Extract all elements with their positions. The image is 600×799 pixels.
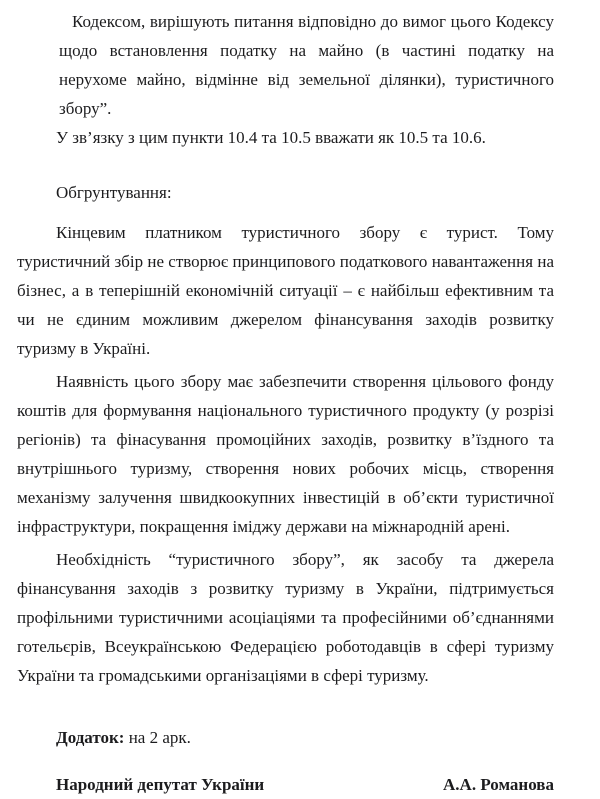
signature-block — [17, 770, 554, 799]
quoted-code-text: Кодексом, вирішують питання відповідно до вимог цього Кодексу щодо встановлення податку на майно (в частині податку на нерухоме майно, відмінне від земельної ділянки), туристичного збору”. — [59, 12, 554, 118]
justification-paragraph-2: Наявність цього збору має забезпечити створення цільового фонду коштів для формування національного туристичного продукту (у розрізі регіонів) та фінасування промоційних заходів, розвитку в’їздного та внутрішнього туризму, створення нових робочих місць, створення механізму залучення швидкоокупних інвестицій в об’єкти туристичної інфраструктури, покращення іміджу держави на міжнародній арені. — [17, 372, 554, 536]
justification-paragraph-3: Необхідність “туристичного збору”, як засобу та джерела фінансування заходів з розвитку туризму в України, підтримується профільними туристичними асоціаціями та професійними об’єднаннями готельєрів, Всеукраїнською Федерацією роботодавців в сфері туризму України та громадськими організаціями в сфері туризму. — [17, 550, 554, 685]
renumbering-note: У зв’язку з цим пункти 10.4 та 10.5 вважати як 10.5 та 10.6. — [56, 128, 486, 147]
attachment-label: Додаток: — [56, 728, 125, 747]
attachment-value: на 2 арк. — [128, 728, 191, 747]
attachment-line — [17, 723, 554, 752]
signature-role: Народний депутат України — [56, 775, 265, 794]
justification-paragraph-1: Кінцевим платником туристичного збору є турист. Тому туристичний збір не створює принципового податкового навантаження на бізнес, а в теперішній економічній ситуації – є найбільш ефективним та чи не єдиним можливим джерелом фінансування заходів розвитку туризму в Україні. — [17, 223, 554, 358]
justification-heading: Обгрунтування: — [56, 183, 172, 202]
signature-name: А.А. Романова — [443, 775, 554, 794]
